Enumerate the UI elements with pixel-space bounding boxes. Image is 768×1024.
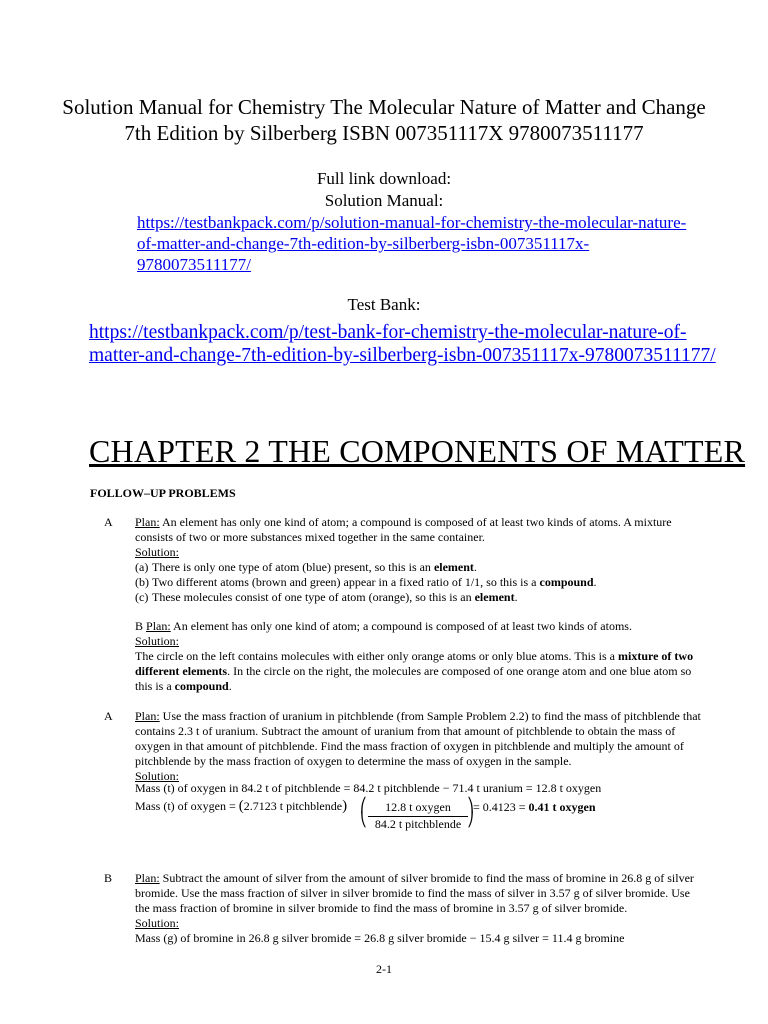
plan-label: Plan: bbox=[135, 871, 160, 885]
equation-result: = 0.4123 = 0.41 t oxygen bbox=[473, 800, 596, 814]
solution-label: Solution: bbox=[135, 634, 180, 648]
problem-letter: A bbox=[104, 709, 113, 723]
full-link-label: Full link download: bbox=[316, 169, 452, 188]
problem-2a bbox=[135, 709, 705, 784]
plan-text: An element has only one kind of atom; a compound is composed of at least two kinds of atoms. A mixture consists of two or more substances mixed together in the same container. bbox=[135, 515, 672, 544]
document-title: Solution Manual for Chemistry The Molecular Nature of Matter and Change 7th Edition by Silberberg ISBN 007351117X 9780073511177 bbox=[62, 95, 706, 145]
solution-label: Solution: bbox=[135, 916, 180, 930]
test-bank-link[interactable]: https://testbankpack.com/p/test-bank-for-chemistry-the-molecular-nature-of-matter-and-change-7th-edition-by-silberberg-isbn-007351117x-9780073511177/ bbox=[89, 322, 716, 366]
equation-line: Mass (t) of oxygen = (2.7123 t pitchblende) bbox=[135, 798, 348, 814]
plan-text: An element has only one kind of atom; a compound is composed of at least two kinds of atoms. bbox=[170, 619, 632, 633]
plan-text: Use the mass fraction of uranium in pitchblende (from Sample Problem 2.2) to find the mass of pitchblende that contains 2.3 t of uranium. Subtract the amount of uranium from that amount of pitchblende to obtain the mass of oxygen in that amount of pitchblende. Find the mass fraction of oxygen in pitchblende and multiply the amount of pitchblende by the mass fraction of oxygen to determine the mass of oxygen in the sample. bbox=[135, 709, 701, 768]
plan-label: Plan: bbox=[146, 619, 171, 633]
chapter-title: CHAPTER 2 THE COMPONENTS OF MATTER bbox=[89, 433, 746, 469]
plan-text: Subtract the amount of silver from the amount of silver bromide to find the mass of bromine in 26.8 g of silver bromide. Use the mass fraction of silver in silver bromide to find the mass of silver in 3.57 g of silver bromide. Use the mass fraction of bromine in silver bromide to find the mass of bromine in 3.57 g of silver bromide. bbox=[135, 871, 694, 915]
solution-manual-link[interactable]: https://testbankpack.com/p/solution-manual-for-chemistry-the-molecular-nature-of-matter-and-change-7th-edition-by-silberberg-isbn-007351117x-9780073511177/ bbox=[137, 213, 687, 274]
bracket-right-icon: ⎞ ⎠ bbox=[467, 799, 474, 828]
test-bank-label: Test Bank: bbox=[347, 295, 421, 314]
equation-line: Mass (t) of oxygen in 84.2 t of pitchblende = 84.2 t pitchblende − 71.4 t uranium = 12.8 t oxygen bbox=[135, 781, 602, 795]
plan-label: Plan: bbox=[135, 515, 160, 529]
solution-label: Solution: bbox=[135, 545, 180, 559]
plan-label: Plan: bbox=[135, 709, 160, 723]
problem-2b bbox=[135, 871, 705, 946]
problem-letter: B bbox=[104, 871, 113, 885]
solution-label: Solution: bbox=[135, 769, 180, 783]
section-heading: FOLLOW–UP PROBLEMS bbox=[90, 486, 236, 500]
page-number: 2-1 bbox=[376, 962, 392, 976]
solution-manual-label: Solution Manual: bbox=[324, 191, 444, 210]
bracket-left-icon: ⎛ ⎝ bbox=[360, 799, 367, 828]
problem-1a bbox=[135, 515, 705, 605]
plan-line bbox=[135, 515, 705, 545]
fraction-numerator: 12.8 t oxygen bbox=[385, 800, 451, 814]
fraction bbox=[368, 800, 468, 831]
list-item: (a) There is only one type of atom (blue) present, so this is an element. bbox=[135, 560, 477, 574]
problem-letter: A bbox=[104, 515, 113, 529]
equation-line: Mass (g) of bromine in 26.8 g silver bromide = 26.8 g silver bromide − 15.4 g silver = 11.4 g bromine bbox=[135, 931, 625, 945]
solution-text: The circle on the left contains molecules with either only orange atoms or only blue atoms. This is a mixture of two different elements. In the circle on the right, the molecules are composed of one orange atom and one blue atom so this is a compound. bbox=[135, 649, 694, 693]
list-item: (b) Two different atoms (brown and green) appear in a fixed ratio of 1/1, so this is a compound. bbox=[135, 575, 597, 589]
list-item: (c) These molecules consist of one type of atom (orange), so this is an element. bbox=[135, 590, 518, 604]
problem-1b: B Plan: An element has only one kind of atom; a compound is composed of at least two kinds of atoms. Solution: The circle on the left contains molecules with either only orange atoms or only blue atoms. This is a mixture of two different elements. In the circle on the right, the molecules are composed of one orange atom and one blue atom so this is a compound. bbox=[135, 619, 705, 694]
fraction-denominator: 84.2 t pitchblende bbox=[368, 816, 468, 831]
